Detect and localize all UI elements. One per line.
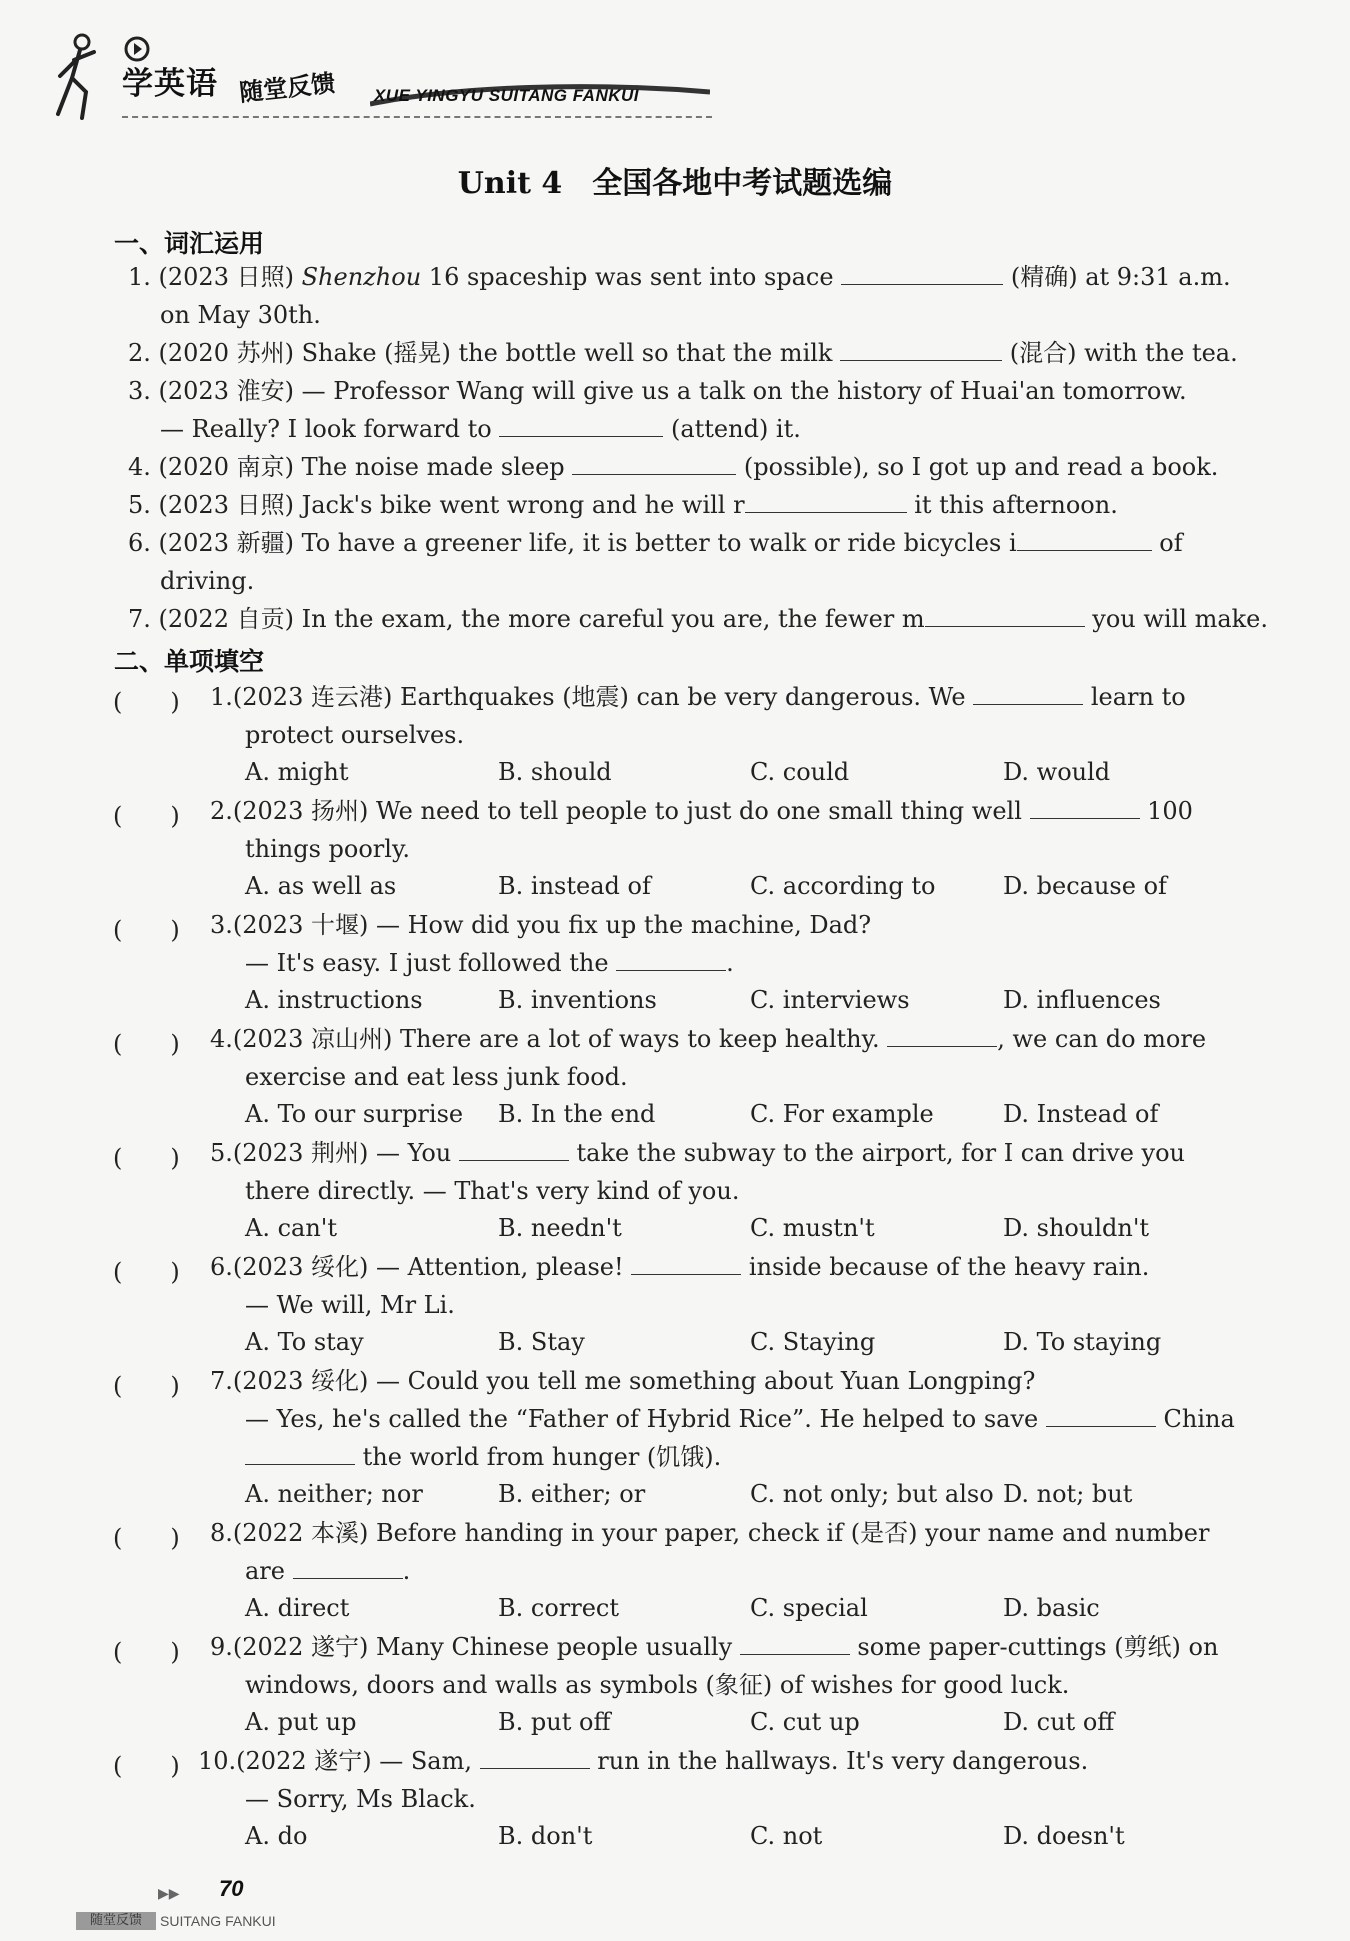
header-divider	[122, 116, 712, 118]
question-10	[198, 1746, 1088, 1776]
question-7-cont2	[245, 1442, 721, 1472]
option-a[interactable]: A. do	[245, 1822, 308, 1850]
option-c[interactable]: C. according to	[750, 872, 936, 900]
option-a[interactable]: A. can't	[245, 1214, 338, 1242]
question-text: inside because of the heavy rain.	[741, 1253, 1150, 1281]
question-text: (2023 凉山州) There are a lot of ways to keep healthy.	[232, 1025, 888, 1053]
option-b[interactable]: B. either; or	[498, 1480, 646, 1508]
question-2	[210, 796, 1193, 826]
option-b[interactable]: B. instead of	[498, 872, 651, 900]
answer-blank[interactable]	[925, 604, 1085, 627]
answer-parentheses[interactable]: ( )	[113, 1372, 180, 1400]
answer-parentheses[interactable]: ( )	[113, 916, 180, 944]
vocab-text: you will make.	[1084, 605, 1269, 633]
option-d[interactable]: D. would	[1003, 758, 1111, 786]
option-c[interactable]: C. interviews	[750, 986, 910, 1014]
option-d[interactable]: D. doesn't	[1003, 1822, 1125, 1850]
question-text: some paper-cuttings (剪纸) on	[849, 1633, 1219, 1661]
vocab-item-6	[128, 528, 1183, 558]
vocab-text: — Really? I look forward to	[160, 415, 500, 443]
option-a[interactable]: A. direct	[245, 1594, 350, 1622]
option-c[interactable]: C. mustn't	[750, 1214, 875, 1242]
question-number: 3.	[210, 911, 233, 939]
question-1-cont: protect ourselves.	[245, 721, 465, 749]
question-text: .	[402, 1557, 411, 1585]
option-b[interactable]: B. don't	[498, 1822, 593, 1850]
question-text: , we can do more	[997, 1025, 1207, 1053]
answer-blank[interactable]	[740, 1632, 850, 1655]
answer-parentheses[interactable]: ( )	[113, 1638, 180, 1666]
question-1	[210, 682, 1186, 712]
question-number: 6.	[210, 1253, 233, 1281]
question-number: 4.	[210, 1025, 233, 1053]
vocab-text: of	[1151, 529, 1183, 557]
question-8-cont	[245, 1556, 410, 1586]
question-text: (2022 遂宁) Many Chinese people usually	[232, 1633, 740, 1661]
vocab-text: (混合) with the tea.	[1002, 339, 1238, 367]
option-d[interactable]: D. basic	[1003, 1594, 1100, 1622]
question-text: (2023 扬州) We need to tell people to just do one small thing well	[232, 797, 1030, 825]
section-heading-choice: 二、单项填空	[114, 647, 265, 676]
answer-blank[interactable]	[480, 1746, 590, 1769]
option-d[interactable]: D. To staying	[1003, 1328, 1162, 1356]
question-6-cont: — We will, Mr Li.	[245, 1291, 455, 1319]
question-6	[210, 1252, 1149, 1282]
option-c[interactable]: C. Staying	[750, 1328, 876, 1356]
option-a[interactable]: A. instructions	[245, 986, 423, 1014]
logo-chinese-title: 学英语	[122, 66, 218, 102]
question-9	[210, 1632, 1218, 1662]
vocab-item-6-cont: driving.	[160, 567, 255, 595]
question-3	[210, 910, 871, 940]
vocab-text: 5. (2023 日照) Jack's bike went wrong and he will r	[128, 491, 745, 519]
option-c[interactable]: C. For example	[750, 1100, 934, 1128]
option-d[interactable]: D. cut off	[1003, 1708, 1115, 1736]
vocab-text: 2. (2020 苏州) Shake (摇晃) the bottle well so that the milk	[128, 339, 841, 367]
answer-blank[interactable]	[499, 414, 663, 437]
vocab-text: it this afternoon.	[906, 491, 1118, 519]
question-text: are	[245, 1557, 293, 1585]
question-text: 100	[1139, 797, 1193, 825]
question-number: 5.	[210, 1139, 233, 1167]
vocab-item-7	[128, 604, 1268, 634]
question-number: 9.	[210, 1633, 233, 1661]
answer-parentheses[interactable]: ( )	[113, 1258, 180, 1286]
option-b[interactable]: B. needn't	[498, 1214, 622, 1242]
option-b[interactable]: B. correct	[498, 1594, 620, 1622]
question-text: (2023 连云港) Earthquakes (地震) can be very dangerous. We	[232, 683, 974, 711]
answer-blank[interactable]	[1046, 1404, 1156, 1427]
vocab-text: (possible), so I got up and read a book.	[736, 453, 1219, 481]
option-b[interactable]: B. put off	[498, 1708, 611, 1736]
answer-blank[interactable]	[245, 1442, 355, 1465]
vocab-item-5	[128, 490, 1118, 520]
runner-logo-icon	[52, 30, 112, 122]
vocab-text: 1. (2023 日照)	[128, 263, 302, 291]
question-text: (2023 绥化) — Could you tell me something about Yuan Longping?	[232, 1367, 1036, 1395]
question-4-cont: exercise and eat less junk food.	[245, 1063, 628, 1091]
option-b[interactable]: B. should	[498, 758, 612, 786]
answer-blank[interactable]	[459, 1138, 569, 1161]
question-text: — It's easy. I just followed the	[245, 949, 617, 977]
answer-parentheses[interactable]: ( )	[113, 1030, 180, 1058]
logo-pinyin: XUE YINGYU SUITANG FANKUI	[374, 86, 640, 105]
answer-blank[interactable]	[293, 1556, 403, 1579]
logo-chinese-subtitle: 随堂反馈	[238, 69, 337, 107]
footer-pinyin: SUITANG FANKUI	[160, 1913, 276, 1929]
vocab-text: 16 spaceship was sent into space	[421, 263, 842, 291]
question-text: learn to	[1083, 683, 1186, 711]
vocab-item-2	[128, 338, 1238, 368]
option-d[interactable]: D. influences	[1003, 986, 1161, 1014]
answer-blank[interactable]	[973, 682, 1083, 705]
vocab-item-3: 3. (2023 淮安) — Professor Wang will give us a talk on the history of Huai'an tomorrow.	[128, 377, 1187, 405]
question-7-cont	[245, 1404, 1235, 1434]
option-d[interactable]: D. Instead of	[1003, 1100, 1159, 1128]
question-text: (2023 荆州) — You	[232, 1139, 459, 1167]
question-8	[210, 1518, 1209, 1548]
answer-parentheses[interactable]: ( )	[113, 688, 180, 716]
footer-badge: 随堂反馈	[76, 1912, 156, 1930]
question-number: 7.	[210, 1367, 233, 1395]
question-text: (2022 本溪) Before handing in your paper, check if (是否) your name and number	[232, 1519, 1210, 1547]
vocab-text: 4. (2020 南京) The noise made sleep	[128, 453, 573, 481]
option-a[interactable]: A. might	[245, 758, 349, 786]
answer-blank[interactable]	[840, 338, 1002, 361]
question-text: .	[726, 949, 734, 977]
vocab-text: Shenzhou	[301, 263, 422, 291]
question-text: the world from hunger (饥饿).	[355, 1443, 722, 1471]
option-c[interactable]: C. cut up	[750, 1708, 860, 1736]
vocab-text: (精确) at 9:31 a.m.	[1003, 263, 1231, 291]
option-a[interactable]: A. To stay	[245, 1328, 364, 1356]
vocab-item-3-cont	[160, 414, 801, 444]
answer-blank[interactable]	[745, 490, 907, 513]
question-text: run in the hallways. It's very dangerous.	[589, 1747, 1089, 1775]
answer-blank[interactable]	[631, 1252, 741, 1275]
question-10-cont: — Sorry, Ms Black.	[245, 1785, 476, 1813]
answer-blank[interactable]	[572, 452, 736, 475]
vocab-text: 7. (2022 自贡) In the exam, the more careful you are, the fewer m	[128, 605, 925, 633]
question-5	[210, 1138, 1185, 1168]
answer-blank[interactable]	[1017, 528, 1152, 551]
answer-blank[interactable]	[616, 948, 726, 971]
section-heading-vocab: 一、词汇运用	[114, 229, 265, 258]
option-c[interactable]: C. not	[750, 1822, 823, 1850]
question-text: China	[1155, 1405, 1235, 1433]
question-number: 1.	[210, 683, 233, 711]
option-b[interactable]: B. inventions	[498, 986, 657, 1014]
answer-blank[interactable]	[1030, 796, 1140, 819]
question-3-cont	[245, 948, 734, 978]
answer-parentheses[interactable]: ( )	[113, 1752, 180, 1780]
vocab-item-1-cont: on May 30th.	[160, 301, 321, 329]
vocab-text: (attend) it.	[663, 415, 801, 443]
answer-blank[interactable]	[887, 1024, 997, 1047]
option-b[interactable]: B. Stay	[498, 1328, 585, 1356]
question-text: — Yes, he's called the “Father of Hybrid Rice”. He helped to save	[245, 1405, 1046, 1433]
option-d[interactable]: D. shouldn't	[1003, 1214, 1150, 1242]
header	[52, 24, 672, 124]
vocab-item-1	[128, 262, 1231, 292]
page-number: 70	[219, 1876, 244, 1901]
option-a[interactable]: A. neither; nor	[245, 1480, 423, 1508]
option-d[interactable]: D. not; but	[1003, 1480, 1133, 1508]
question-text: take the subway to the airport, for I can drive you	[568, 1139, 1186, 1167]
question-text: (2023 十堰) — How did you fix up the machine, Dad?	[232, 911, 872, 939]
answer-parentheses[interactable]: ( )	[113, 1144, 180, 1172]
option-c[interactable]: C. not only; but also	[750, 1480, 994, 1508]
question-7	[210, 1366, 1035, 1396]
question-9-cont: windows, doors and walls as symbols (象征) of wishes for good luck.	[245, 1671, 1070, 1699]
answer-parentheses[interactable]: ( )	[113, 1524, 180, 1552]
option-a[interactable]: A. put up	[245, 1708, 357, 1736]
question-number: 8.	[210, 1519, 233, 1547]
option-d[interactable]: D. because of	[1003, 872, 1167, 900]
question-5-cont: there directly. — That's very kind of you.	[245, 1177, 740, 1205]
question-number: 2.	[210, 797, 233, 825]
answer-parentheses[interactable]: ( )	[113, 802, 180, 830]
option-c[interactable]: C. special	[750, 1594, 868, 1622]
vocab-text: 6. (2023 新疆) To have a greener life, it is better to walk or ride bicycles i	[128, 529, 1017, 557]
question-4	[210, 1024, 1206, 1054]
option-c[interactable]: C. could	[750, 758, 850, 786]
question-text: (2022 遂宁) — Sam,	[236, 1747, 480, 1775]
question-2-cont: things poorly.	[245, 835, 410, 863]
page-title: Unit 4 全国各地中考试题选编	[457, 166, 893, 201]
question-number: 10.	[198, 1747, 237, 1775]
option-a[interactable]: A. To our surprise	[245, 1100, 464, 1128]
answer-blank[interactable]	[841, 262, 1003, 285]
vocab-item-4	[128, 452, 1218, 482]
question-text: (2023 绥化) — Attention, please!	[232, 1253, 632, 1281]
double-arrow-icon: ▶▶	[158, 1886, 180, 1902]
option-b[interactable]: B. In the end	[498, 1100, 656, 1128]
option-a[interactable]: A. as well as	[245, 872, 397, 900]
